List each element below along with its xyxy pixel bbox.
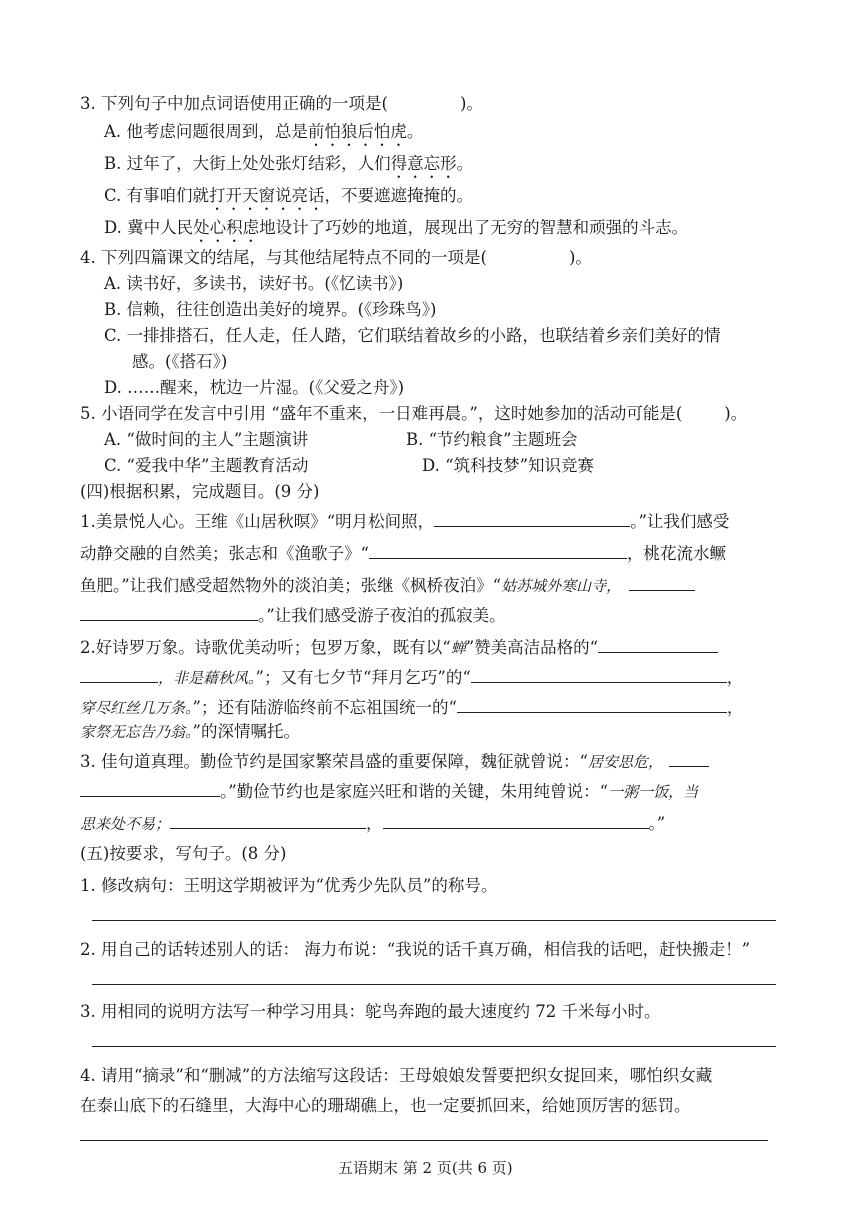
section-5-title: (五)按要求，写句子。(8 分) — [80, 844, 287, 863]
s4-p2-line2: ，非是藉秋风。”；又有七夕节“拜月乞巧”的“ ， — [80, 666, 743, 690]
q3-stem: 3. 下列句子中加点词语使用正确的一项是( )。 — [80, 94, 483, 113]
s5-q1: 1. 修改病句：王明这学期被评为“优秀少先队员”的称号。 — [80, 876, 498, 895]
s4-p2-line1: 2.好诗罗万象。诗歌优美动听；包罗万象，既有以“蝉”赞美高洁品格的“ — [80, 636, 718, 660]
s5-q1-answer-line[interactable] — [92, 920, 776, 921]
q4-stem: 4. 下列四篇课文的结尾，与其他结尾特点不同的一项是( )。 — [80, 248, 592, 267]
q5-option-b: B. “节约粮食”主题班会 — [406, 430, 578, 449]
q4-option-d: D. ……醒来，枕边一片湿。(《父爱之舟》) — [104, 378, 405, 397]
q4-option-c-cont: 感。(《搭石》) — [132, 352, 228, 371]
s5-q3-answer-line[interactable] — [92, 1046, 776, 1047]
q5-option-c: C. “爱我中华”主题教育活动 — [104, 456, 309, 475]
q5-option-d: D. “筑科技梦”知识竞赛 — [422, 456, 595, 475]
s5-q2-answer-line[interactable] — [92, 984, 776, 985]
s4-p1-line1: 1.美景悦人心。王维《山居秋暝》“明月松间照， 。”让我们感受 — [80, 512, 730, 531]
s4-p3-line1: 3. 佳句道真理。勤俭节约是国家繁荣昌盛的重要保障，魏征就曾说：“居安思危， — [80, 750, 709, 774]
q5-option-a: A. “做时间的主人”主题演讲 — [104, 430, 309, 449]
q3-option-c: C. 有事咱们就打开天窗说亮话，不要遮遮掩掩的。 — [104, 186, 474, 205]
section-4-title: (四)根据积累，完成题目。(9 分) — [80, 482, 320, 501]
s4-p1-line2: 动静交融的自然美；张志和《渔歌子》“ ，桃花流水鳜 — [80, 544, 726, 563]
s4-p2-line4: 家祭无忘告乃翁。”的深情嘱托。 — [80, 722, 300, 741]
q4-option-c: C. 一排排搭石，任人走，任人踏，它们联结着故乡的小路，也联结着乡亲们美好的情 — [104, 326, 721, 345]
q3-option-b: B. 过年了，大街上处处张灯结彩，人们得意忘形。 — [104, 154, 474, 173]
s4-p3-line2: 。”勤俭节约也是家庭兴旺和谐的关键，朱用纯曾说：“一粥一饭，当 — [80, 780, 698, 804]
s5-q4-line1: 4. 请用“摘录”和“删减”的方法缩写这段话：王母娘娘发誓要把织女捉回来，哪怕织女藏 — [80, 1066, 713, 1085]
s4-p1-line3: 鱼肥。”让我们感受超然物外的淡泊美；张继《枫桥夜泊》“姑苏城外寒山寺， — [80, 574, 695, 598]
s5-q3: 3. 用相同的说明方法写一种学习用具：鸵鸟奔跑的最大速度约 72 千米每小时。 — [80, 1002, 661, 1021]
s4-p1-line4: 。”让我们感受游子夜泊的孤寂美。 — [80, 604, 506, 628]
s5-q4-line2: 在泰山底下的石缝里，大海中心的珊瑚礁上，也一定要抓回来，给她顶厉害的惩罚。 — [80, 1096, 691, 1115]
q3-option-d: D. 冀中人民处心积虑地设计了巧妙的地道，展现出了无穷的智慧和顽强的斗志。 — [104, 218, 689, 237]
q4-option-b: B. 信赖，往往创造出美好的境界。(《珍珠鸟》) — [104, 300, 437, 319]
s5-q2: 2. 用自己的话转述别人的话： 海力布说：“我说的话千真万确，相信我的话吧，赶快搬走！” — [80, 940, 751, 959]
s4-p2-line3: 穿尽红丝几万条。”；还有陆游临终前不忘祖国统一的“ ， — [80, 698, 744, 717]
s4-p3-line3: 思来处不易； ， 。” — [80, 814, 666, 833]
page-footer: 五语期末 第 2 页(共 6 页) — [338, 1159, 513, 1177]
q3-option-a: A. 他考虑问题很周到，总是前怕狼后怕虎。 — [104, 122, 424, 141]
s5-q4-answer-line[interactable] — [80, 1140, 768, 1141]
q4-option-a: A. 读书好，多读书，读好书。(《忆读书》) — [104, 274, 404, 293]
q5-stem: 5. 小语同学在发言中引用 “盛年不重来，一日难再晨。”，这时她参加的活动可能是( )。 — [80, 404, 748, 423]
